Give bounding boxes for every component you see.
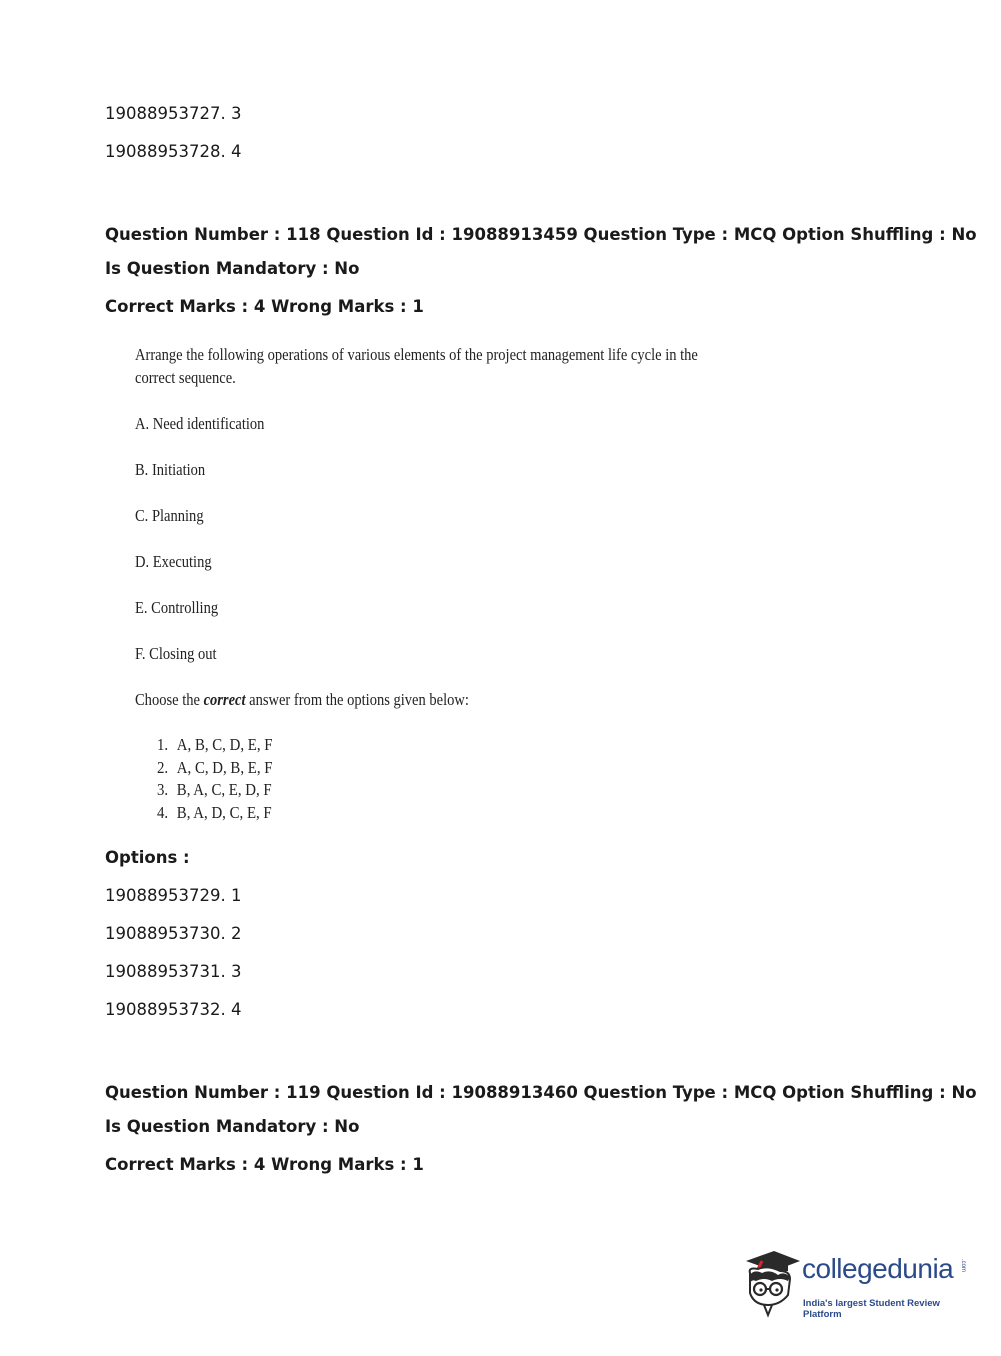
collegedunia-logo xyxy=(740,1247,970,1319)
logo-wordmark: collegedunia xyxy=(802,1253,954,1284)
sequence-item: D. Executing xyxy=(135,552,212,571)
choice-number: 2. xyxy=(157,758,169,777)
question-marks: Correct Marks : 4 Wrong Marks : 1 xyxy=(105,1155,424,1174)
answer-choice xyxy=(157,758,273,778)
logo-com: .com xyxy=(960,1259,966,1273)
sequence-item: E. Controlling xyxy=(135,598,219,617)
choice-text: B, A, C, E, D, F xyxy=(176,780,272,799)
answer-choice xyxy=(157,803,272,823)
choice-text: A, B, C, D, E, F xyxy=(176,735,273,754)
choose-emphasis: correct xyxy=(203,690,246,709)
sequence-item: A. Need identification xyxy=(135,414,265,433)
sequence-item: B. Initiation xyxy=(135,460,206,479)
option-line: 19088953732. 4 xyxy=(105,1000,242,1019)
question-mandatory: Is Question Mandatory : No xyxy=(105,259,360,278)
answer-choice xyxy=(157,780,272,800)
question-stem-line: Arrange the following operations of various elements of the project management life cycle in the xyxy=(135,345,698,364)
choice-text: B, A, D, C, E, F xyxy=(176,803,272,822)
option-line: 19088953729. 1 xyxy=(105,886,242,905)
logo-tagline: India's largest Student Review Platform xyxy=(803,1298,940,1320)
choice-text: A, C, D, B, E, F xyxy=(176,758,273,777)
option-line: 19088953728. 4 xyxy=(105,142,242,161)
question-header: Question Number : 119 Question Id : 19088913460 Question Type : MCQ Option Shuffling : No xyxy=(105,1083,977,1102)
sequence-item: C. Planning xyxy=(135,506,204,525)
choice-number: 1. xyxy=(157,735,169,754)
choice-number: 4. xyxy=(157,803,169,822)
question-stem-line: correct sequence. xyxy=(135,368,236,387)
choose-prefix: Choose the xyxy=(135,690,204,709)
sequence-item: F. Closing out xyxy=(135,644,217,663)
choose-suffix: answer from the options given below: xyxy=(245,690,469,709)
question-mandatory: Is Question Mandatory : No xyxy=(105,1117,360,1136)
options-label: Options : xyxy=(105,848,190,867)
option-line: 19088953731. 3 xyxy=(105,962,242,981)
question-header: Question Number : 118 Question Id : 19088913459 Question Type : MCQ Option Shuffling : No xyxy=(105,225,977,244)
choose-instruction xyxy=(135,690,469,710)
mascot-icon xyxy=(740,1247,802,1319)
question-marks: Correct Marks : 4 Wrong Marks : 1 xyxy=(105,297,424,316)
answer-choice xyxy=(157,735,273,755)
option-line: 19088953730. 2 xyxy=(105,924,242,943)
choice-number: 3. xyxy=(157,780,169,799)
option-line: 19088953727. 3 xyxy=(105,104,242,123)
